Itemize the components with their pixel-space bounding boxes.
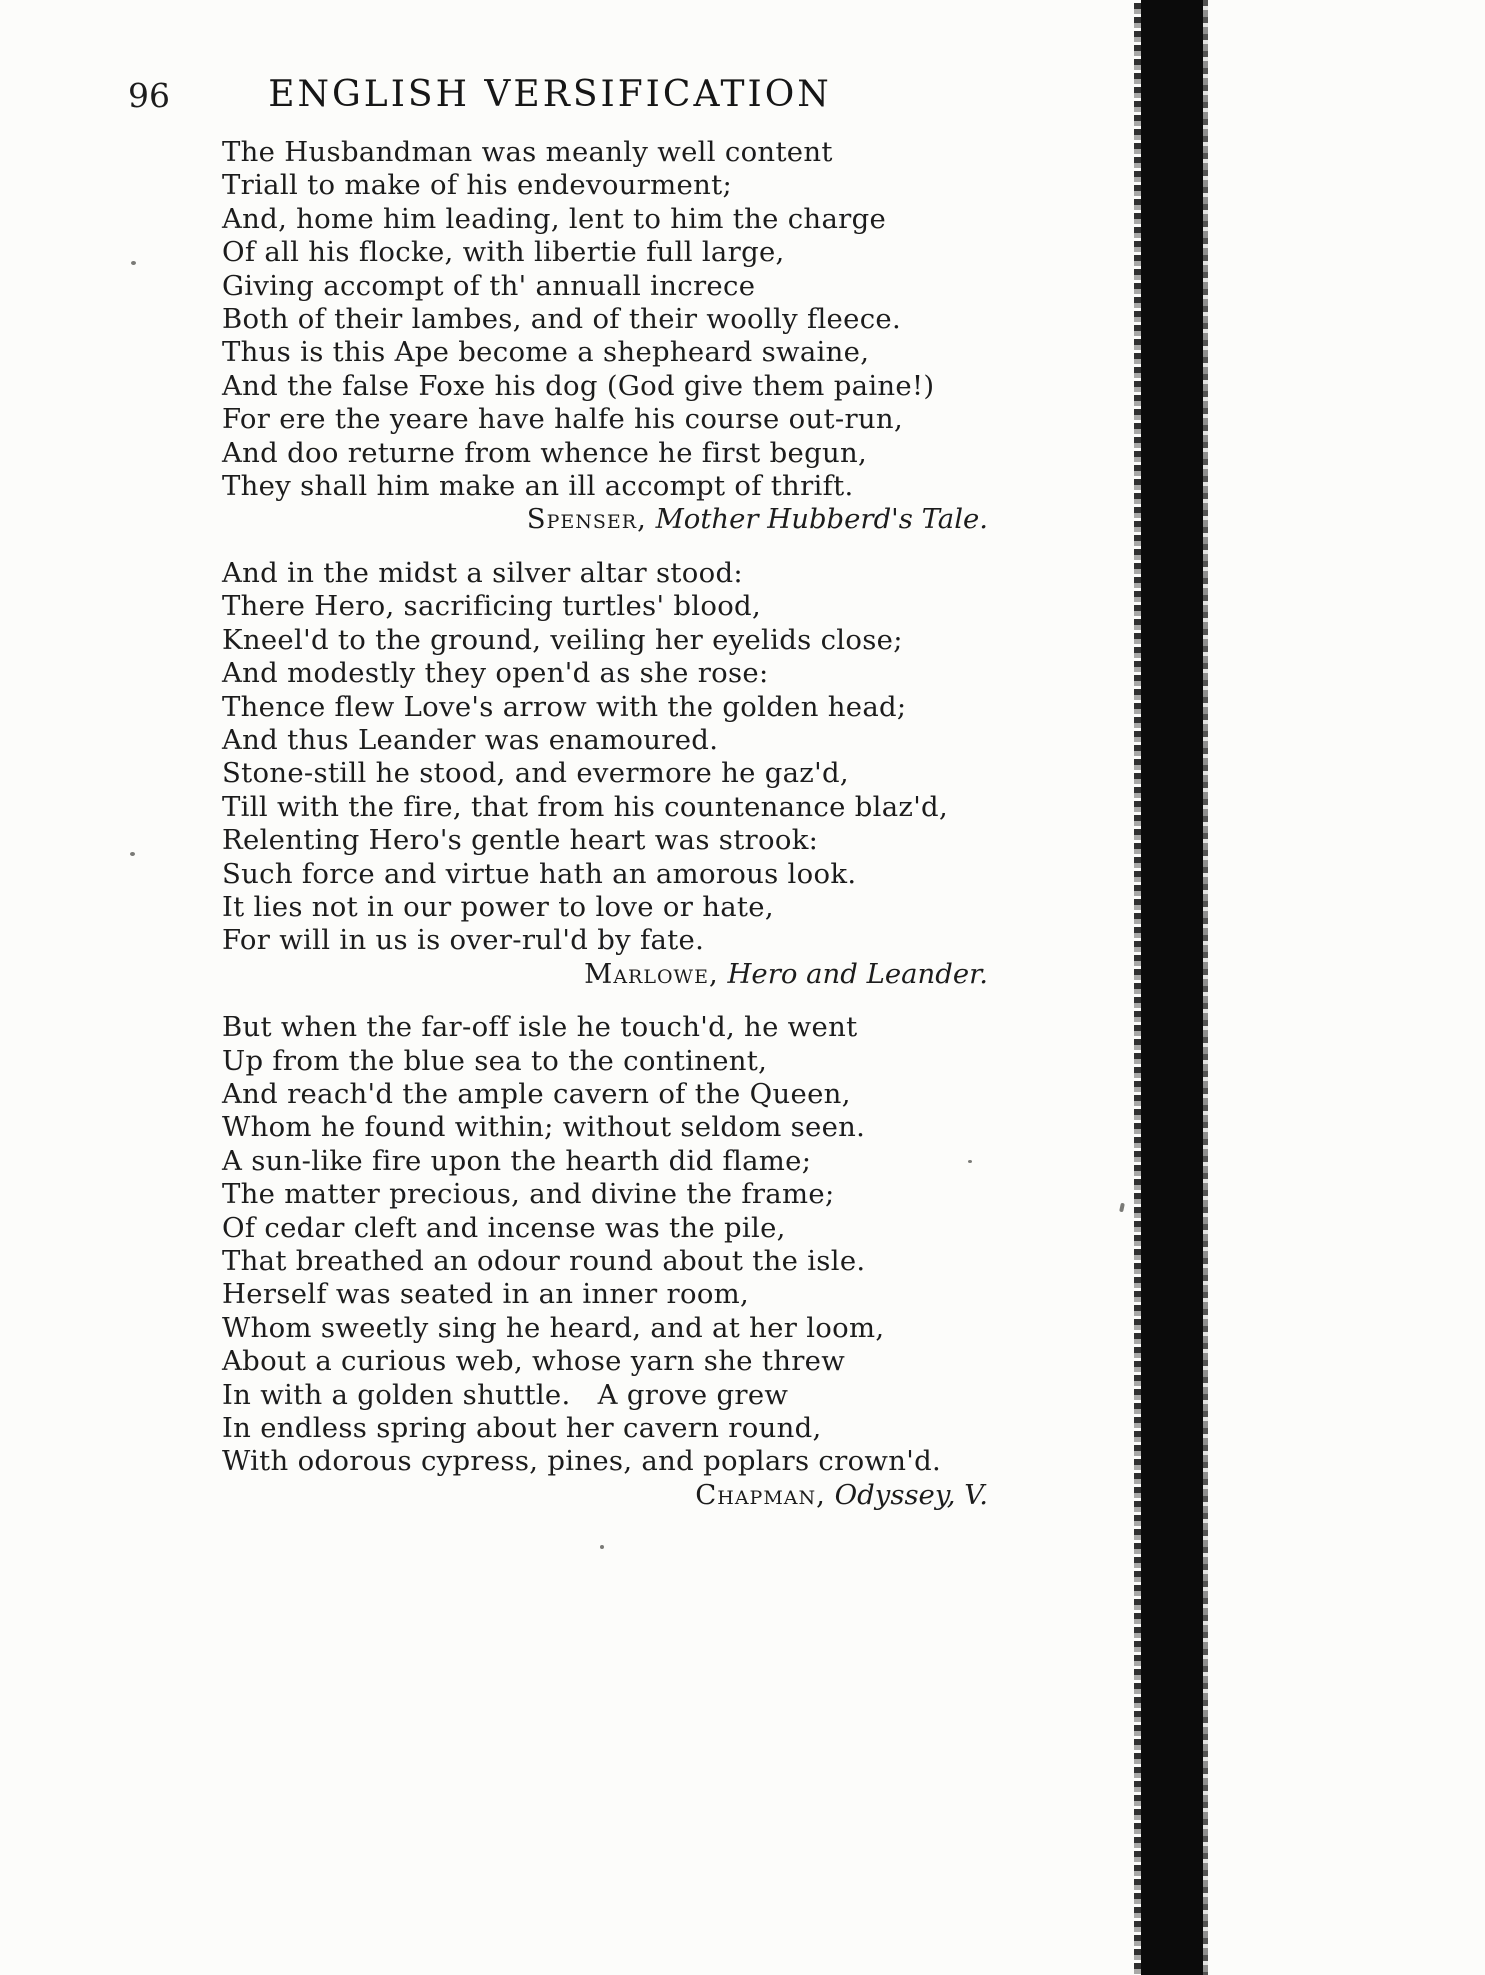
page-number: 96 — [128, 76, 170, 115]
poem-line: And modestly they open'd as she rose: — [222, 657, 769, 690]
poem-line: A sun-like fire upon the hearth did flame; — [222, 1144, 812, 1177]
poem-line: Giving accompt of th' annuall increce — [222, 269, 756, 302]
poem-line: And the false Foxe his dog (God give them paine!) — [222, 369, 935, 402]
page-body — [222, 136, 1090, 1532]
poem-line: Both of their lambes, and of their woolly fleece. — [222, 303, 902, 336]
poem-line: The matter precious, and divine the frame; — [222, 1178, 835, 1211]
attribution-author: Marlowe, — [584, 957, 719, 990]
poem-line: In with a golden shuttle. A grove grew — [222, 1378, 789, 1411]
attribution-work: Odyssey, V. — [834, 1478, 988, 1511]
poem-line: And doo returne from whence he first begun, — [222, 436, 868, 469]
poem-stanza-chapman — [222, 1011, 1090, 1512]
scan-gutter-band — [1141, 0, 1203, 1975]
scan-speck — [131, 261, 136, 265]
poem-line: For ere the yeare have halfe his course out-run, — [222, 403, 903, 436]
poem-line: And thus Leander was enamoured. — [222, 723, 719, 756]
poem-line: And, home him leading, lent to him the charge — [222, 202, 887, 235]
poem-line: Thence flew Love's arrow with the golden head; — [222, 690, 907, 723]
poem-line: Whom he found within; without seldom seen. — [222, 1111, 866, 1144]
poem-stanza-spenser — [222, 136, 1090, 537]
poem-line: They shall him make an ill accompt of thrift. — [222, 470, 854, 503]
scan-speck — [1119, 1203, 1125, 1213]
poem-line: Of all his flocke, with libertie full large, — [222, 236, 785, 269]
poem-line: And in the midst a silver altar stood: — [222, 556, 743, 589]
attribution — [222, 958, 1090, 991]
scan-speck — [130, 852, 135, 856]
poem-line: The Husbandman was meanly well content — [222, 136, 833, 168]
poem-line: Till with the fire, that from his countenance blaz'd, — [222, 790, 948, 823]
poem-line: Of cedar cleft and incense was the pile, — [222, 1211, 786, 1244]
poem-line: Thus is this Ape become a shepheard swaine, — [222, 336, 870, 369]
scan-speck — [968, 1160, 972, 1163]
poem-line: Up from the blue sea to the continent, — [222, 1044, 768, 1077]
poem-line: About a curious web, whose yarn she threw — [222, 1345, 846, 1378]
poem-line: But when the far-off isle he touch'd, he went — [222, 1011, 858, 1044]
poem-stanza-marlowe — [222, 557, 1090, 991]
attribution-author: Spenser, — [526, 503, 647, 536]
attribution — [222, 1479, 1090, 1512]
poem-line: For will in us is over-rul'd by fate. — [222, 924, 705, 957]
poem-line: In endless spring about her cavern round, — [222, 1412, 822, 1445]
poem-line: That breathed an odour round about the isle. — [222, 1245, 866, 1277]
poem-line: Such force and virtue hath an amorous look. — [222, 857, 857, 890]
poem-line: Stone-still he stood, and evermore he gaz'd, — [222, 757, 849, 790]
poem-line: Relenting Hero's gentle heart was strook: — [222, 824, 819, 857]
poem-line: With odorous cypress, pines, and poplars crown'd. — [222, 1445, 942, 1478]
poem-line: Triall to make of his endevourment; — [222, 169, 733, 202]
poem-line: Whom sweetly sing he heard, and at her loom, — [222, 1311, 885, 1344]
scan-speck — [600, 1545, 604, 1549]
poem-line: Herself was seated in an inner room, — [222, 1278, 750, 1311]
attribution — [222, 503, 1090, 536]
poem-line: Kneel'd to the ground, veiling her eyelids close; — [222, 623, 903, 656]
page-header: ENGLISH VERSIFICATION — [268, 74, 832, 115]
attribution-work: Hero and Leander. — [727, 957, 988, 990]
attribution-author: Chapman, — [695, 1478, 826, 1511]
poem-line: It lies not in our power to love or hate, — [222, 890, 774, 923]
poem-line: There Hero, sacrificing turtles' blood, — [222, 590, 762, 623]
attribution-work: Mother Hubberd's Tale. — [655, 503, 988, 536]
poem-line: And reach'd the ample cavern of the Queen, — [222, 1077, 851, 1110]
